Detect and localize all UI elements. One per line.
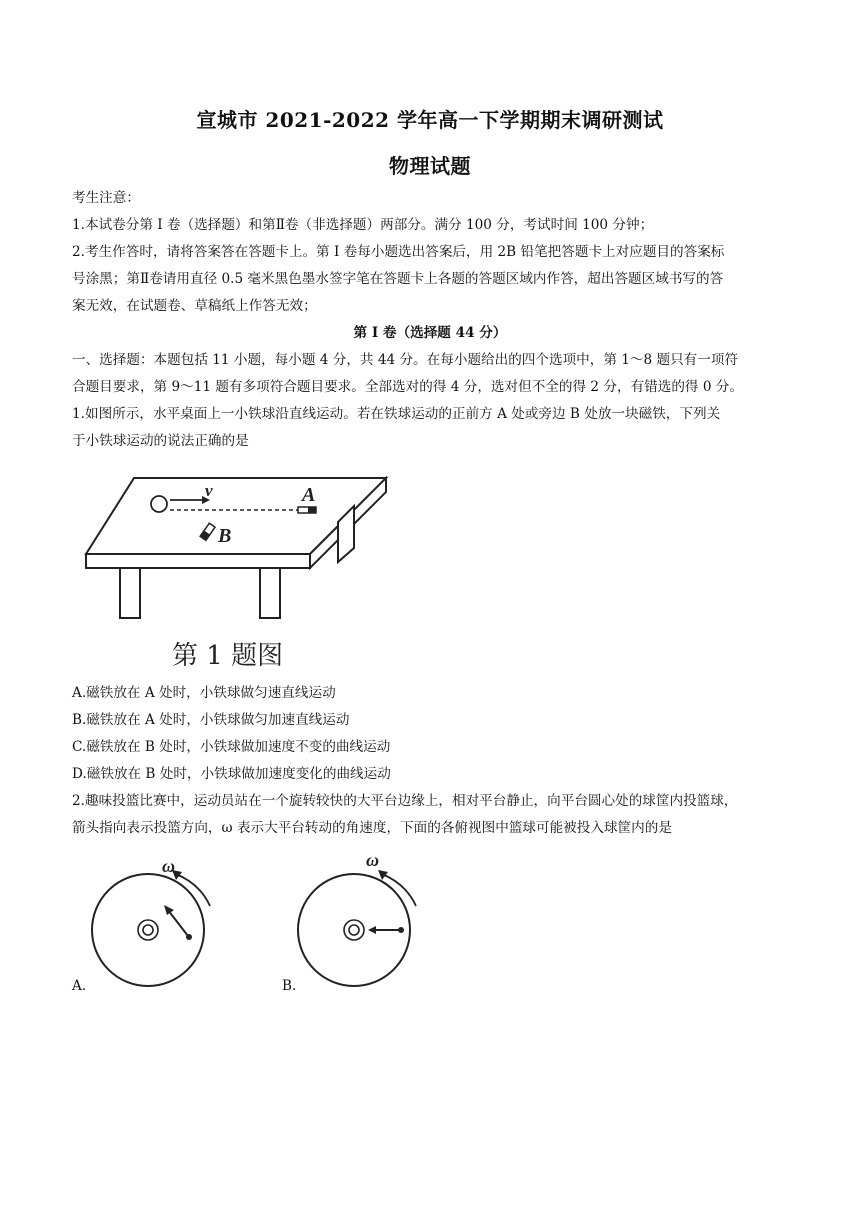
q1-option-d: D.磁铁放在 B 处时，小铁球做加速度变化的曲线运动 [72, 766, 391, 782]
section-intro-line-1: 一、选择题：本题包括 11 小题，每小题 4 分，共 44 分。在每小题给出的四个选项中，第 1～8 题只有一项符 [72, 352, 739, 368]
q1-figure [72, 462, 402, 674]
label-a: A [302, 484, 316, 506]
section-heading: 第 I 卷（选择题 44 分） [353, 325, 507, 341]
label-b: B [218, 525, 232, 547]
notice-heading: 考生注意： [72, 190, 140, 206]
q1-option-b: B.磁铁放在 A 处时，小铁球做匀加速直线运动 [72, 712, 350, 728]
omega-label-b: ω [366, 850, 380, 870]
label-v: v [205, 481, 213, 500]
q1-stem-line-1: 1.如图所示，水平桌面上一小铁球沿直线运动。若在铁球运动的正前方 A 处或旁边 B 处放一块磁铁，下列关 [72, 406, 721, 422]
q2-stem-line-2: 箭头指向表示投篮方向，ω 表示大平台转动的角速度，下面的各俯视图中篮球可能被投入球筐内的是 [72, 820, 672, 836]
notice-item-2-line-2: 号涂黑；第Ⅱ卷请用直径 0.5 毫米黑色墨水签字笔在答题卡上各题的答题区域内作答，超出答题区域书写的答 [72, 271, 724, 287]
q2-stem-line-1: 2.趣味投篮比赛中，运动员站在一个旋转较快的大平台边缘上，相对平台静止，向平台圆心处的球筐内投篮球， [72, 793, 738, 809]
q1-option-c: C.磁铁放在 B 处时，小铁球做加速度不变的曲线运动 [72, 739, 391, 755]
notice-item-1: 1.本试卷分第 I 卷（选择题）和第Ⅱ卷（非选择题）两部分。满分 100 分，考试时间 100 分钟； [72, 217, 654, 233]
iron-ball [151, 496, 167, 512]
notice-item-2-line-1: 2.考生作答时，请将答案答在答题卡上。第 I 卷每小题选出答案后，用 2B 铅笔把答题卡上对应题目的答案标 [72, 244, 725, 260]
omega-label-a: ω [162, 856, 176, 876]
q1-option-a: A.磁铁放在 A 处时，小铁球做匀速直线运动 [72, 685, 336, 701]
section-intro-line-2: 合题目要求，第 9～11 题有多项符合题目要求。全部选对的得 4 分，选对但不全的得 2 分，有错选的得 0 分。 [72, 379, 743, 395]
notice-item-2-line-3: 案无效，在试题卷、草稿纸上作答无效； [72, 298, 317, 314]
exam-title: 宣城市 2021-2022 学年高一下学期期末调研测试 [196, 108, 664, 132]
exam-subtitle: 物理试题 [389, 154, 471, 178]
q1-stem-line-2: 于小铁球运动的说法正确的是 [72, 433, 249, 449]
figure-caption: 第 1 题图 [172, 641, 284, 671]
q2-figure-a [88, 848, 218, 988]
q2-figure-b [294, 848, 424, 988]
q2-option-a-label: A. [72, 978, 87, 994]
q2-option-b-label: B. [282, 978, 297, 994]
